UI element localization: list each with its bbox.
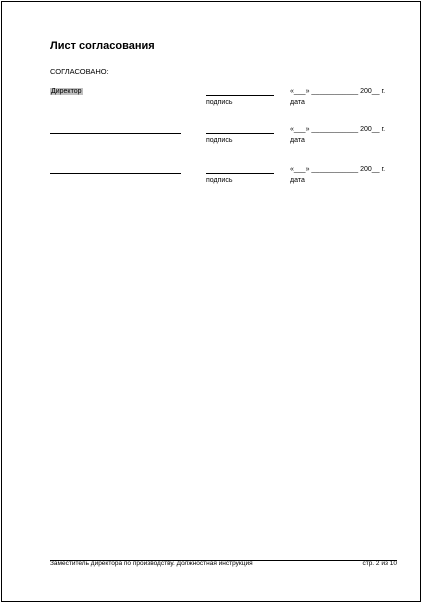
date-template: «___» ____________ 200__ г. [290, 166, 386, 173]
footer-document-title: Заместитель директора по производству. Должностная инструкция [50, 560, 253, 567]
page-title: Лист согласования [50, 40, 155, 52]
position-line [50, 133, 181, 134]
date-label: дата [290, 137, 305, 144]
footer-page-info: стр. 2 из 10 [362, 560, 397, 567]
signature-label: подпись [206, 99, 233, 106]
date-label: дата [290, 99, 305, 106]
date-label: дата [290, 177, 305, 184]
signature-label: подпись [206, 137, 233, 144]
date-template: «___» ____________ 200__ г. [290, 126, 386, 133]
approval-row-3 [0, 166, 424, 196]
agreed-label: СОГЛАСОВАНО: [50, 67, 109, 76]
signature-line [206, 95, 274, 96]
signature-line [206, 133, 274, 134]
position-line [50, 173, 181, 174]
signature-label: подпись [206, 177, 233, 184]
approval-row-1 [0, 88, 424, 118]
position-label[interactable]: Директор [51, 88, 82, 95]
approval-row-2 [0, 126, 424, 156]
signature-line [206, 173, 274, 174]
date-template: «___» ____________ 200__ г. [290, 88, 386, 95]
